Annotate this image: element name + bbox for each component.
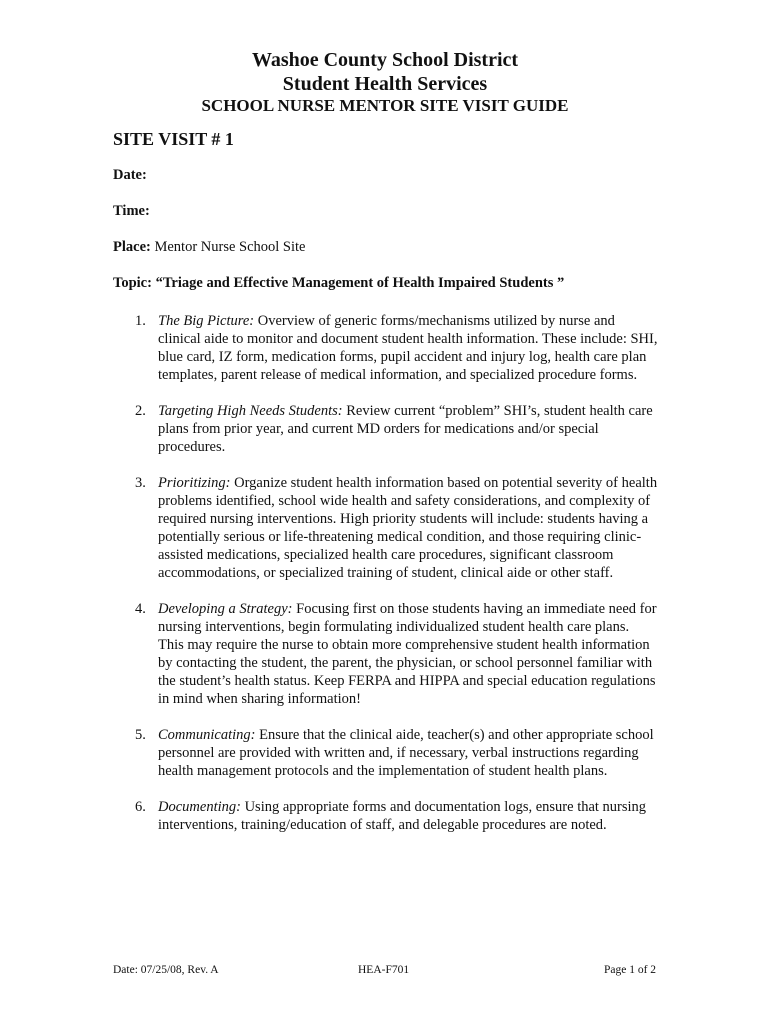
item-text: Using appropriate forms and documentation logs, ensure that nursing interventions, training/education of staff, and delegable procedures are noted.	[158, 799, 647, 833]
item-number: 6.	[135, 799, 146, 815]
footer-page-number: Page 1 of 2	[604, 964, 657, 976]
guide-item	[113, 726, 658, 780]
item-number: 3.	[135, 475, 146, 491]
item-text: Focusing first on those students having an immediate need for nursing interventions, begin formulating individualized student health care plans. This may require the nurse to obtain more comprehensive student health information by contacting the student, the parent, the physician, or school personnel familiar with the student’s health status. Keep FERPA and HIPPA and special education regulations in mind when sharing information!	[158, 601, 657, 707]
item-number: 4.	[135, 601, 146, 617]
guide-item	[113, 312, 658, 384]
district-title: Washoe County School District	[251, 49, 519, 71]
item-text: Review current “problem” SHI’s, student health care plans from prior year, and current MD orders for medications and/or special procedures.	[158, 403, 653, 455]
guide-item	[113, 798, 658, 834]
place-label: Place:	[113, 239, 151, 255]
item-number: 1.	[135, 313, 146, 329]
topic-label: Topic:	[113, 275, 152, 291]
department-title: Student Health Services	[282, 73, 488, 95]
guide-item	[113, 402, 658, 456]
item-title: Developing a Strategy:	[158, 601, 293, 617]
time-label: Time:	[113, 203, 150, 219]
guide-items-list	[113, 312, 658, 852]
footer-form-code: HEA-F701	[358, 964, 410, 976]
item-number: 2.	[135, 403, 146, 419]
item-title: Documenting:	[158, 799, 241, 815]
item-title: Prioritizing:	[158, 475, 231, 491]
item-number: 5.	[135, 727, 146, 743]
footer-date-revision: Date: 07/25/08, Rev. A	[113, 964, 219, 976]
guide-item	[113, 600, 658, 708]
guide-item	[113, 474, 658, 582]
date-label: Date:	[113, 167, 147, 183]
item-title: Targeting High Needs Students:	[158, 403, 343, 419]
topic-field	[113, 274, 564, 292]
item-title: The Big Picture:	[158, 313, 255, 329]
place-field	[113, 238, 306, 256]
topic-value: “Triage and Effective Management of Health Impaired Students ”	[155, 275, 565, 291]
item-title: Communicating:	[158, 727, 256, 743]
time-field	[113, 202, 150, 220]
site-visit-heading: SITE VISIT # 1	[113, 129, 234, 149]
place-value: Mentor Nurse School Site	[154, 239, 306, 255]
item-text: Overview of generic forms/mechanisms utilized by nurse and clinical aide to monitor and document student health information. These include: SHI, blue card, IZ form, medication forms, pupil accident and injury log, health care plan templates, parent release of medical information, and specialized procedure forms.	[158, 313, 658, 383]
item-text: Ensure that the clinical aide, teacher(s) and other appropriate school personnel are provided with written and, if necessary, verbal instructions regarding health management protocols and the implementation of student health plans.	[158, 727, 654, 779]
item-text: Organize student health information based on potential severity of health problems identified, school wide health and safety considerations, and complexity of required nursing interventions. High priority students will include: students having a potentially serious or life-threatening medical condition, and those requiring clinic-assisted medications, specialized health care procedures, significant classroom accommodations, or specialized training of student, clinical aide or other staff.	[158, 475, 658, 581]
date-field	[113, 166, 147, 184]
guide-title: SCHOOL NURSE MENTOR SITE VISIT GUIDE	[201, 96, 569, 115]
